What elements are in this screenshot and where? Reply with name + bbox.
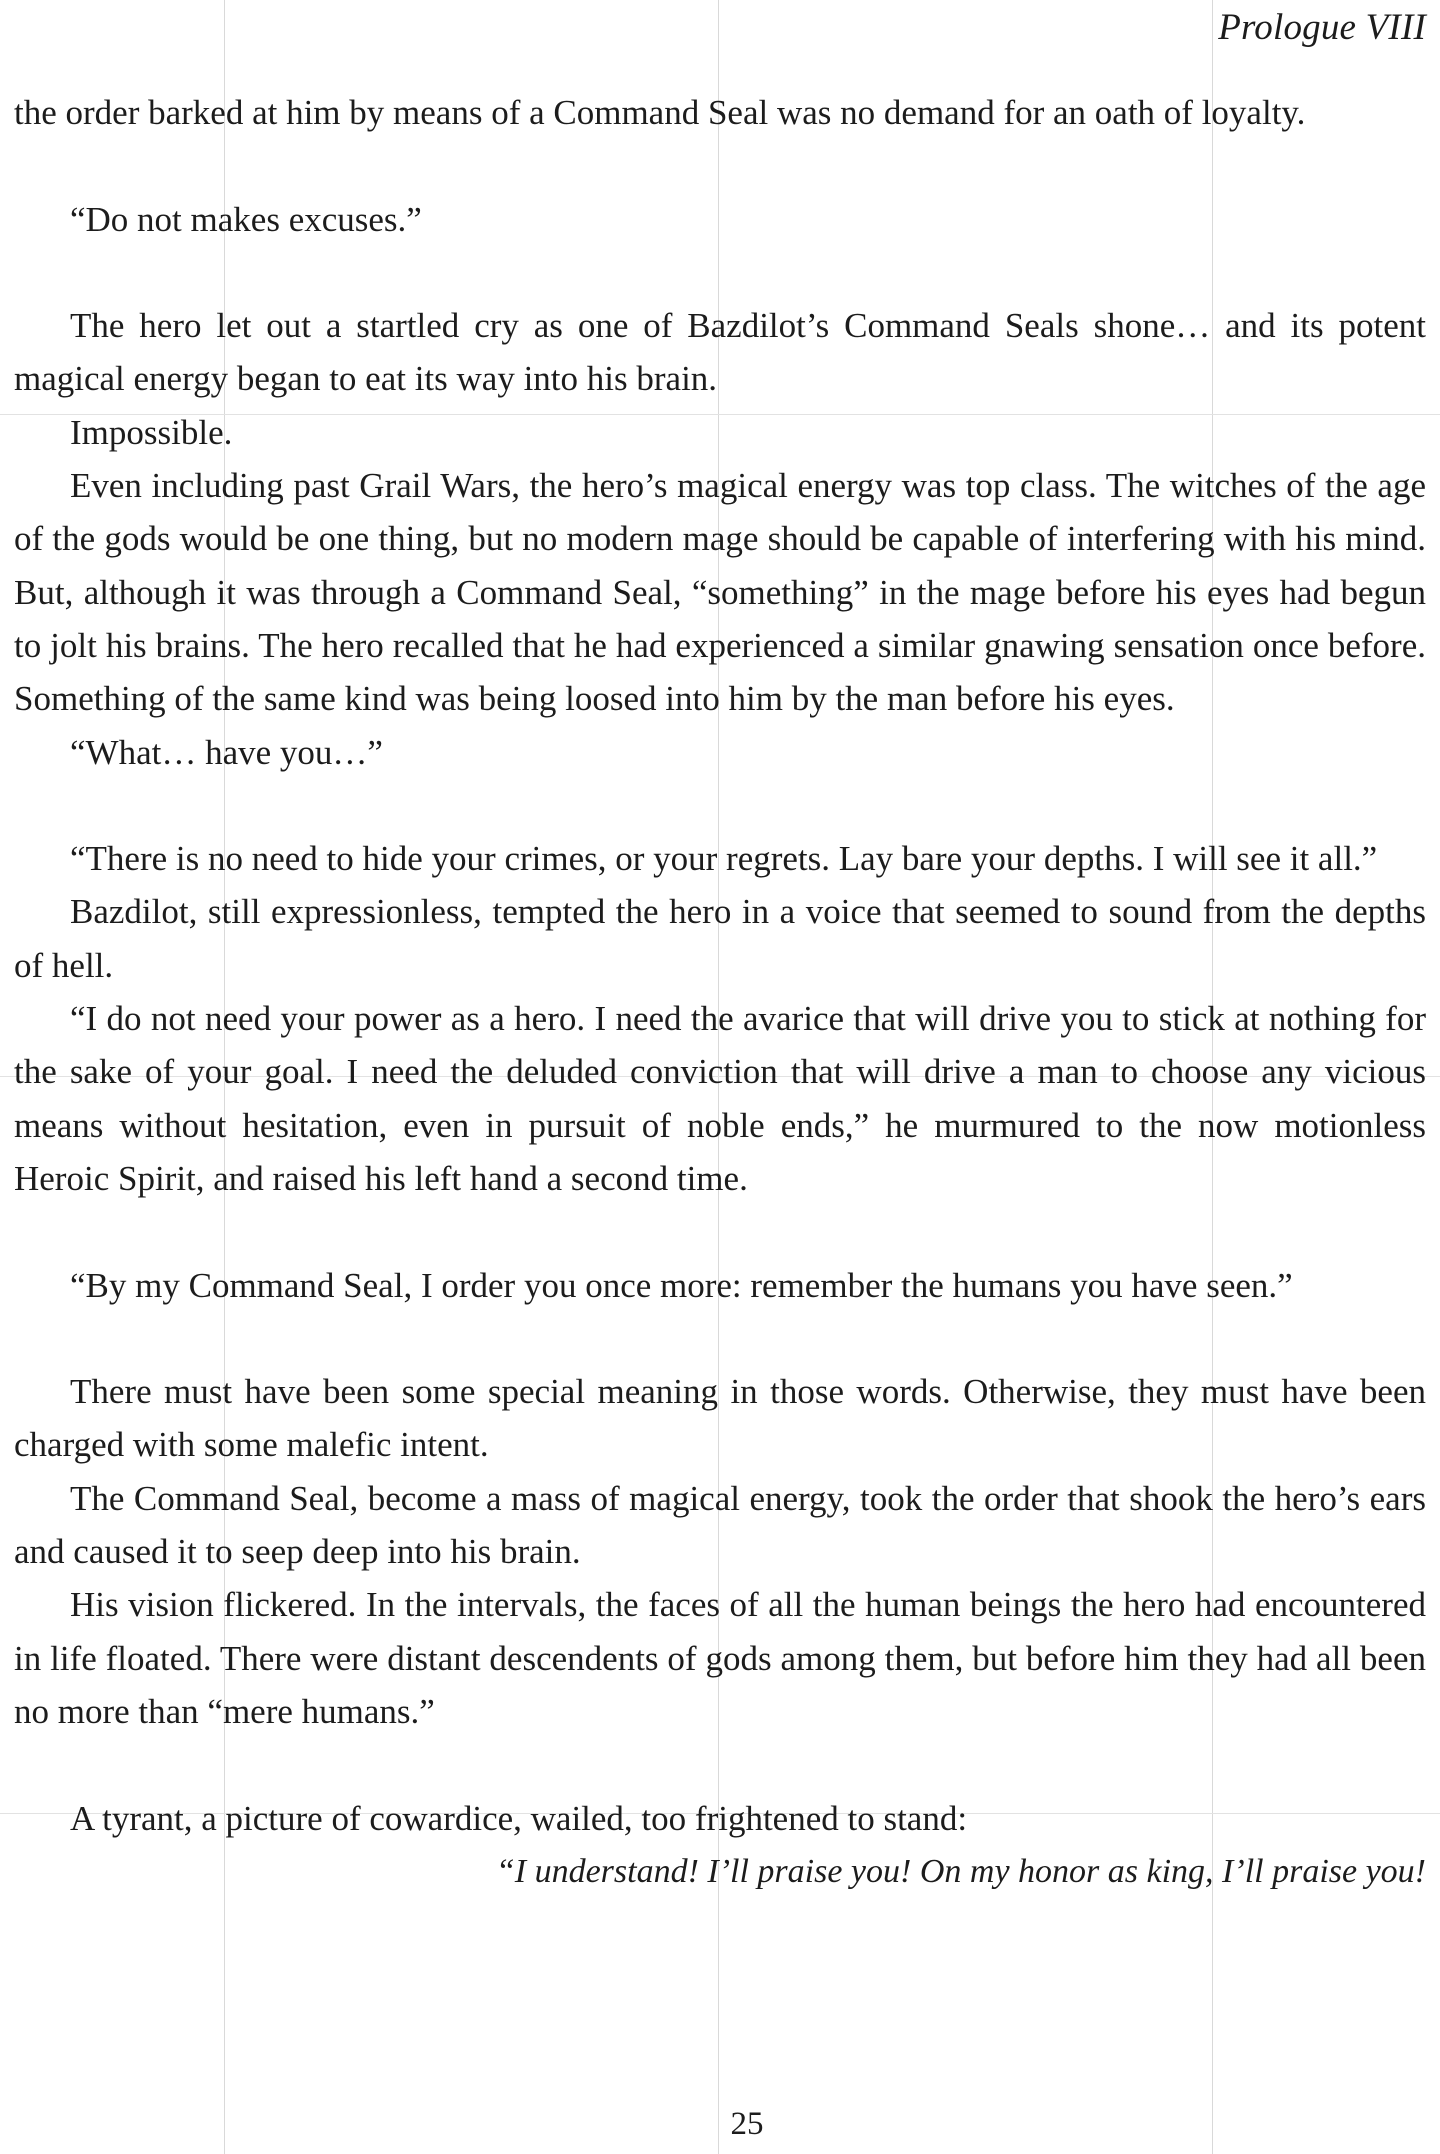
paragraph: “I do not need your power as a hero. I need the avarice that will drive you to stick at nothing for the sake of your goal. I need the deluded conviction that will drive a man to choose any vicious means without hesitation, even in pursuit of noble ends,” he murmured to the now motionless Heroic Spirit, and raised his left hand a second time. — [14, 999, 1426, 1198]
paragraph-gap — [14, 1205, 1426, 1258]
paragraph: “There is no need to hide your crimes, or your regrets. Lay bare your depths. I will see it all.” — [70, 839, 1378, 879]
paragraph-gap — [14, 1738, 1426, 1791]
page-body — [14, 86, 1426, 1898]
paragraph-gap — [14, 779, 1426, 832]
paragraph: “Do not makes excuses.” — [70, 199, 422, 239]
paragraph: Bazdilot, still expressionless, tempted the hero in a voice that seemed to sound from the depths of hell. — [14, 892, 1426, 985]
paragraph-gap — [14, 246, 1426, 299]
paragraph: Even including past Grail Wars, the hero’s magical energy was top class. The witches of the age of the gods would be one thing, but no modern mage should be capable of interfering with his mind. But, although it was through a Command Seal, “something” in the mage before his eyes had begun to jolt his brains. The hero recalled that he had experienced a similar gnawing sensation once before. Something of the same kind was being loosed into him by the man before his eyes. — [14, 466, 1426, 719]
paragraph-gap — [14, 139, 1426, 192]
paragraph-gap — [14, 1312, 1426, 1365]
running-head: Prologue VIII — [1218, 7, 1426, 48]
paragraph: A tyrant, a picture of cowardice, wailed, too frightened to stand: — [70, 1798, 968, 1838]
paragraph: the order barked at him by means of a Command Seal was no demand for an oath of loyalty. — [14, 93, 1306, 132]
paragraph: “By my Command Seal, I order you once more: remember the humans you have seen.” — [70, 1265, 1293, 1305]
italic-quote: “I understand! I’ll praise you! On my honor as king, I’ll praise you! — [495, 1852, 1426, 1890]
page-number: 25 — [730, 2106, 764, 2142]
paragraph: “What… have you…” — [70, 732, 383, 772]
paragraph: The Command Seal, become a mass of magical energy, took the order that shook the hero’s ears and caused it to seep deep into his brain. — [14, 1478, 1426, 1572]
paragraph: The hero let out a startled cry as one of Bazdilot’s Command Seals shone… and its potent magical energy began to eat its way into his brain. — [14, 306, 1426, 399]
paragraph: His vision flickered. In the intervals, the faces of all the human beings the hero had encountered in life floated. There were distant descendents of gods among them, but before him they had all been no more than “mere humans.” — [14, 1585, 1426, 1731]
paragraph: Impossible. — [70, 412, 233, 452]
paragraph: There must have been some special meaning in those words. Otherwise, they must have been charged with some malefic intent. — [14, 1372, 1426, 1465]
